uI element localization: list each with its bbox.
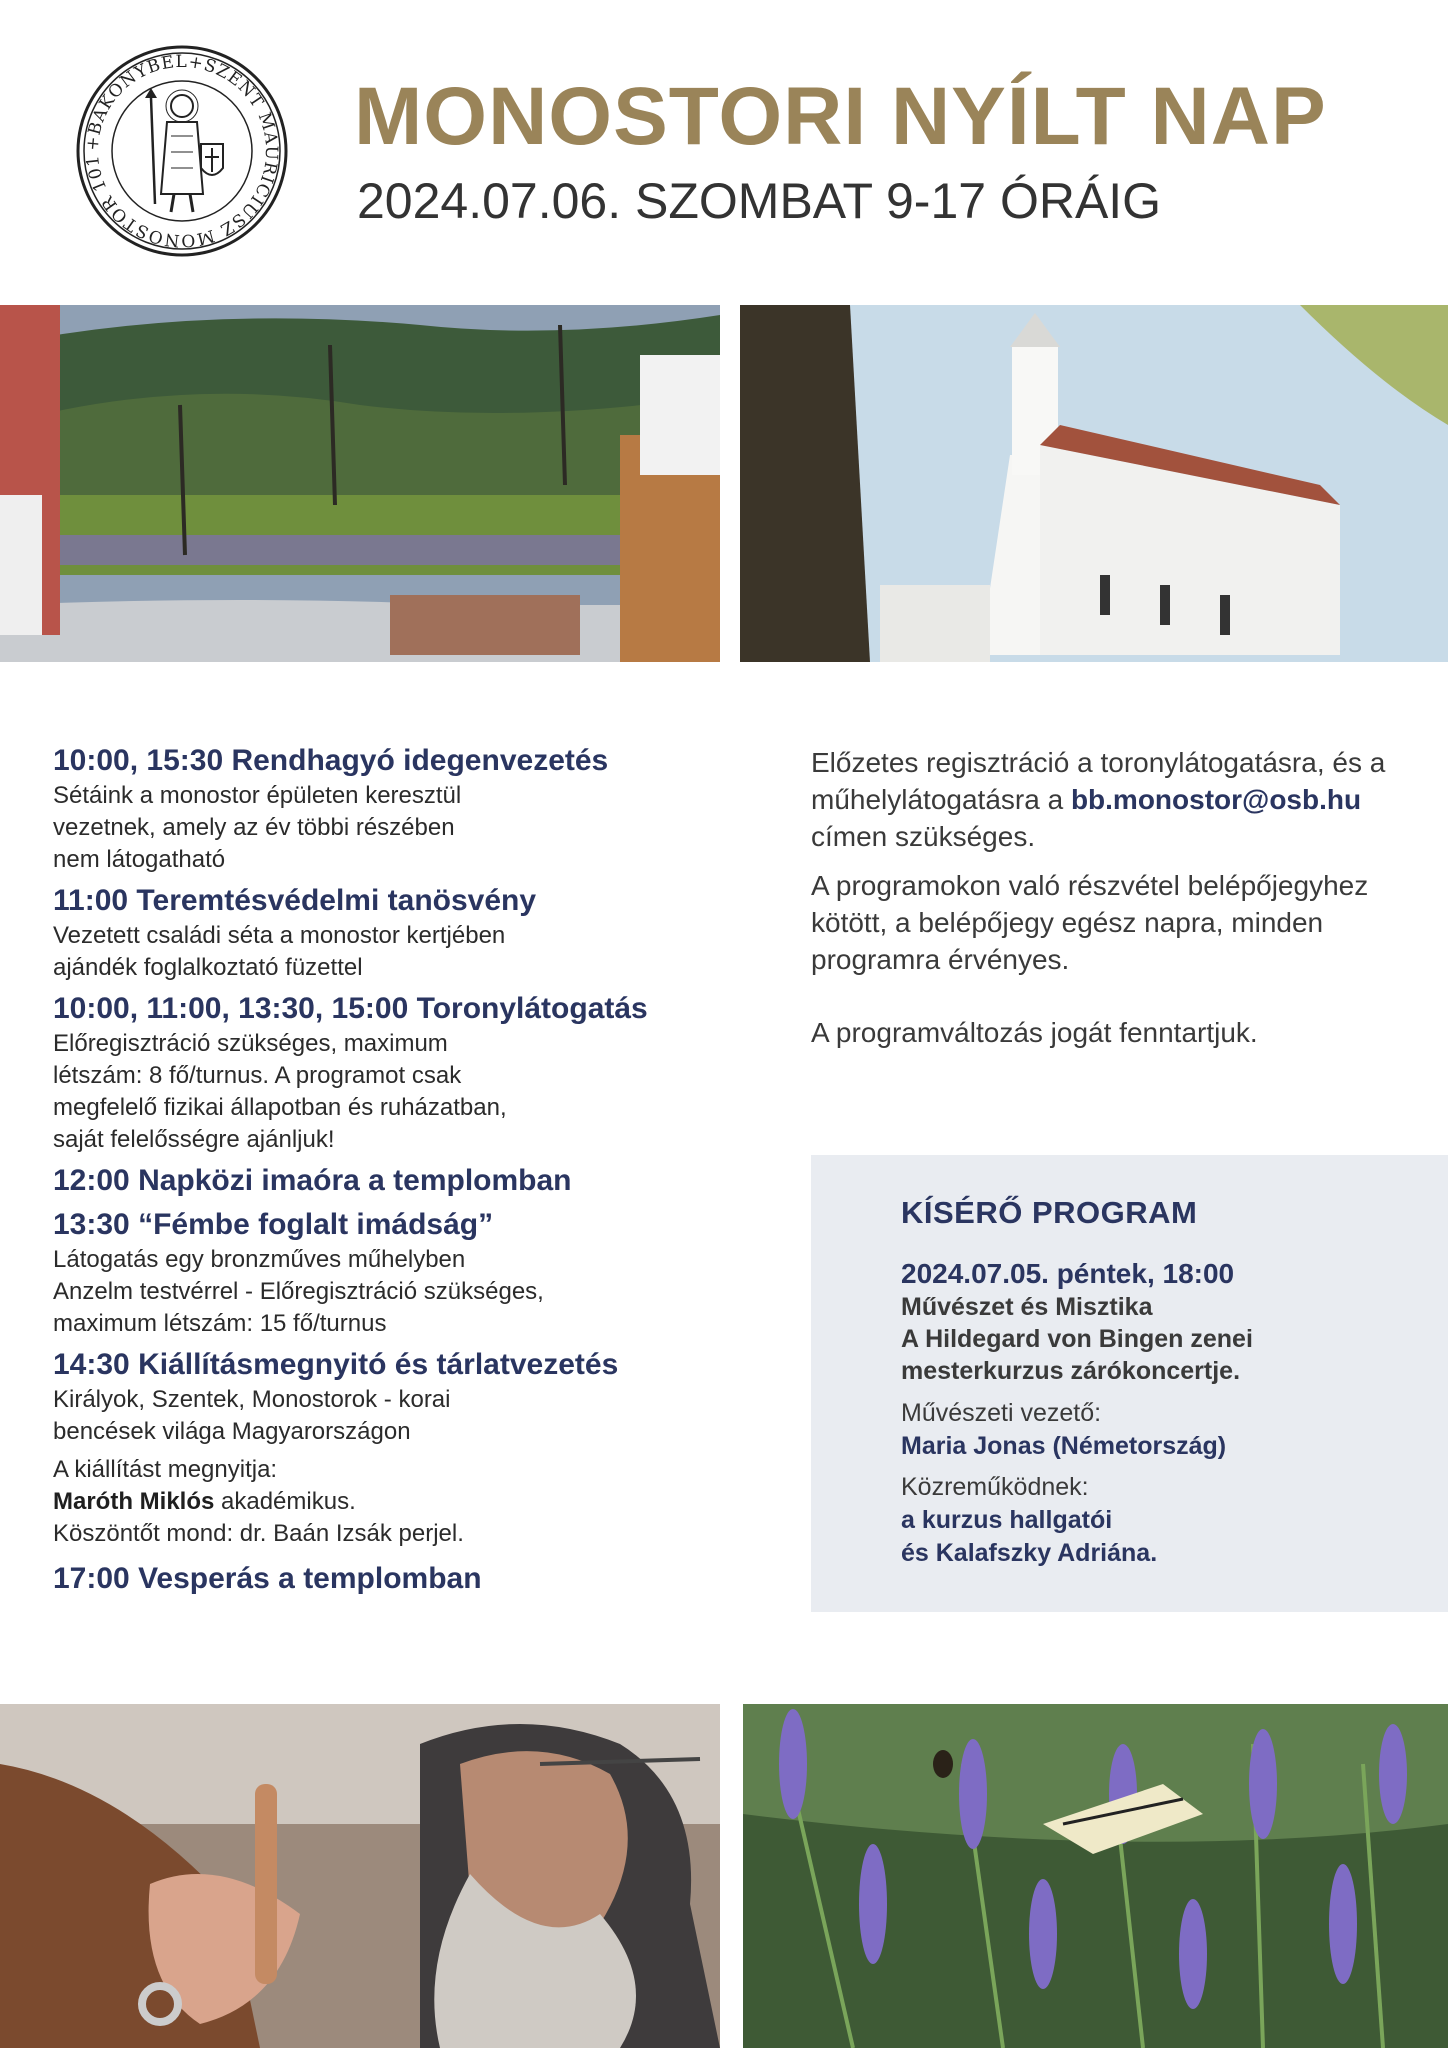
program-item [53, 1560, 733, 1598]
photo-lavender-butterfly [743, 1704, 1448, 2048]
program-item-heading: 13:30 “Fémbe foglalt imádság” [53, 1208, 494, 1241]
registration-after: címen szükséges. [811, 821, 1036, 852]
speaker-title: akadémikus. [214, 1488, 356, 1515]
program-item [53, 1206, 733, 1340]
program-item [53, 742, 733, 876]
program-item-heading: 12:00 Napközi imaóra a templomban [53, 1164, 572, 1197]
ticket-text: A programokon való részvétel belépőjegyhez kötött, a belépőjegy egész napra, minden programra érvényes. [811, 870, 1369, 975]
program-item-heading: 17:00 Vesperás a templomban [53, 1562, 482, 1595]
registration-text [811, 744, 1421, 855]
change-notice: A programváltozás jogát fenntartjuk. [811, 1017, 1258, 1048]
email-link[interactable]: bb.monostor@osb.hu [1070, 784, 1362, 815]
speaker-name: Maróth Miklós [53, 1488, 215, 1515]
side-program-date: 2024.07.05. péntek, 18:00 [901, 1258, 1235, 1289]
registration-before: Előzetes regisztráció a toronylátogatásra, és a műhelylátogatásra a [811, 747, 1386, 815]
exhibition-opening [53, 1454, 733, 1550]
page-title: MONOSTORI NYÍLT NAP [354, 71, 1327, 162]
side-program-box [811, 1155, 1448, 1612]
opening-speaker [53, 1486, 733, 1518]
program-item-description: Előregisztráció szükséges, maximum létszám: 8 fő/turnus. A programot csak megfelelő fizikai állapotban és ruházatban, saját felelősségre ajánljuk! [53, 1030, 507, 1153]
program-item-description: Sétáink a monostor épületen keresztül vezetnek, amely az év többi részében nem látogatható [53, 782, 462, 873]
event-date-subtitle: 2024.07.06. SZOMBAT 9-17 ÓRÁIG [357, 173, 1162, 229]
program-item-description: Királyok, Szentek, Monostorok - korai bencések világa Magyarországon [53, 1386, 451, 1445]
photo-garden [0, 305, 720, 662]
program-item [53, 1162, 733, 1200]
program-item-description: Vezetett családi séta a monostor kertjében ajándék foglalkoztató füzettel [53, 922, 506, 981]
program-item [53, 990, 733, 1156]
opening-line: A kiállítást megnyitja: [53, 1456, 278, 1483]
side-program-title: KÍSÉRŐ PROGRAM [901, 1195, 1198, 1230]
program-item [53, 1346, 733, 1448]
performers-label: Közreműködnek: [901, 1473, 1089, 1501]
photo-bronze-craftsman [0, 1704, 720, 2048]
program-list [53, 742, 733, 1604]
abbey-seal-icon [75, 44, 289, 258]
registration-info [811, 744, 1421, 1063]
program-item-description: Látogatás egy bronzműves műhelyben Anzelm testvérrel - Előregisztráció szükséges, maximum létszám: 15 fő/turnus [53, 1246, 544, 1337]
side-program-event: Művészet és Misztika A Hildegard von Bingen zenei mesterkurzus zárókoncertje. [901, 1293, 1253, 1385]
photo-church [740, 305, 1448, 662]
seal-text: +BAKONYBEL+SZENT MAURICIUSZ MONOSTOR 101 [82, 51, 282, 251]
greeting-line: Köszöntőt mond: dr. Baán Izsák perjel. [53, 1520, 464, 1547]
performers-names: a kurzus hallgatói és Kalafszky Adriána. [901, 1506, 1158, 1567]
program-item [53, 882, 733, 984]
program-item-heading: 10:00, 11:00, 13:30, 15:00 Toronylátogatás [53, 992, 648, 1025]
director-label: Művészeti vezető: [901, 1399, 1102, 1427]
director-name: Maria Jonas (Németország) [901, 1432, 1227, 1460]
program-item-heading: 10:00, 15:30 Rendhagyó idegenvezetés [53, 744, 609, 777]
program-item-heading: 11:00 Teremtésvédelmi tanösvény [53, 884, 537, 917]
program-item-heading: 14:30 Kiállításmegnyitó és tárlatvezetés [53, 1348, 619, 1381]
